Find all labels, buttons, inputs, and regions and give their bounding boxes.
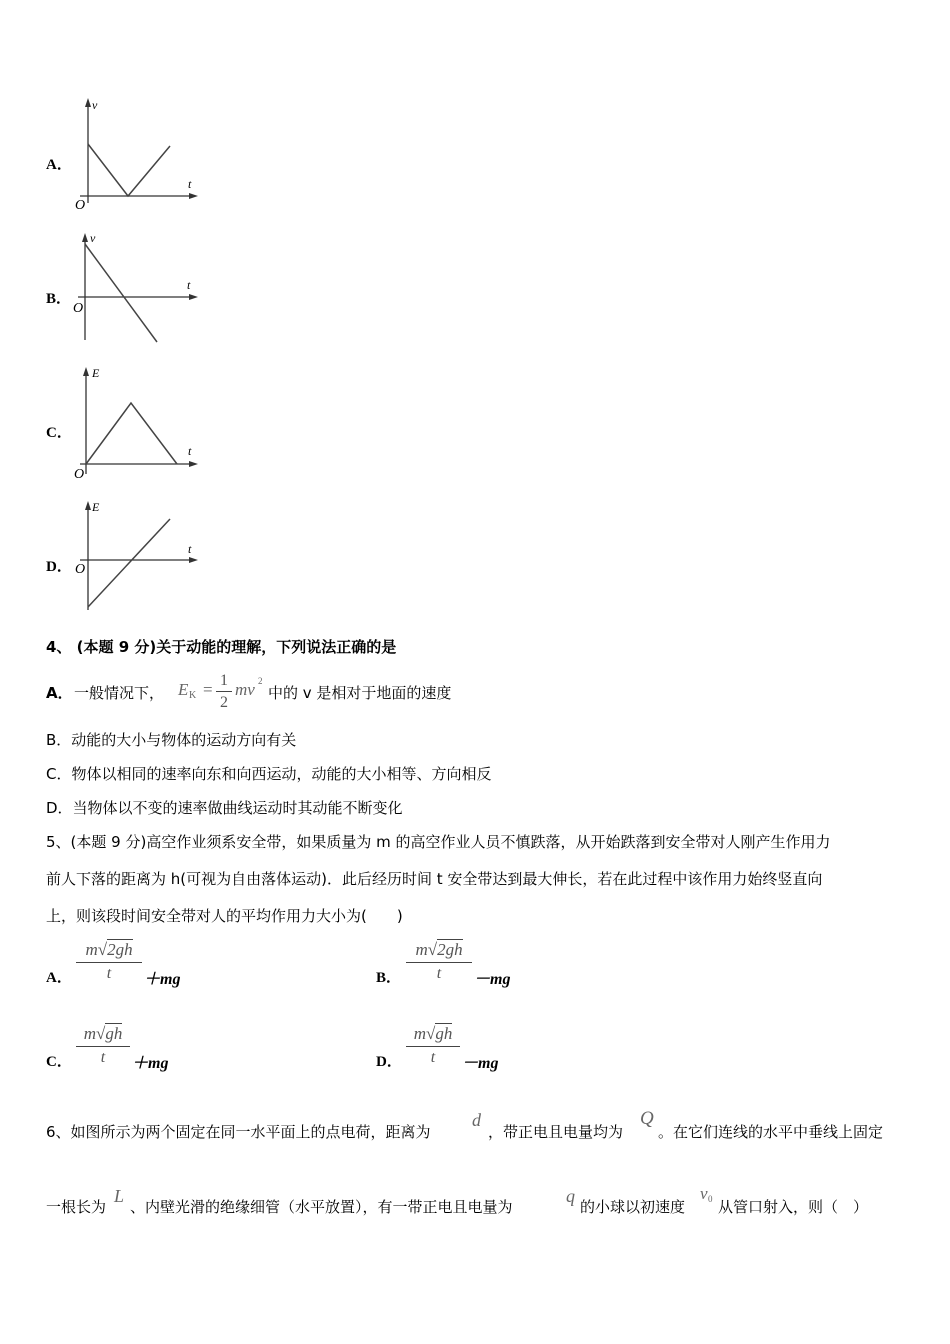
graph-c-xlabel: t [188, 444, 192, 458]
graph-c-origin: O [74, 467, 85, 482]
graph-c [70, 362, 205, 487]
q6-line1-a: 6、如图所示为两个固定在同一水平面上的点电荷，距离为 [46, 1123, 431, 1141]
graph-b-origin: O [73, 301, 84, 316]
q5-stem-line3: 上，则该段时间安全带对人的平均作用力大小为( ) [46, 907, 403, 925]
q4-a-formula-rhs: mv [235, 680, 255, 699]
q6-line2-c: 的小球以初速度 [580, 1198, 686, 1216]
q4-a-formula-eq: = [203, 680, 213, 699]
graph-b-label: B． [46, 291, 72, 307]
q5-option-a [46, 938, 246, 998]
q5-a-fraction: $\frac{m√2gh}{t}$ [76, 940, 142, 983]
graph-a-label: A． [46, 157, 72, 173]
q5-a-label: A． [46, 970, 72, 986]
q4-a-post: 中的 v 是相对于地面的速度 [268, 684, 452, 702]
q5-option-d [376, 1022, 576, 1082]
q5-option-c [46, 1022, 246, 1082]
q5-c-label: C． [46, 1054, 72, 1070]
q5-c-fraction: $\frac{m√gh}{t}$ [76, 1024, 130, 1067]
q5-d-label: D． [376, 1054, 402, 1070]
q6-stem-line2 [46, 1184, 916, 1224]
graph-b-ylabel: v [90, 231, 96, 245]
graph-a [70, 95, 205, 215]
q4-option-a [46, 674, 646, 714]
q5-b-tail: －mg [474, 971, 511, 988]
q5-b-fraction: $\frac{m√2gh}{t}$ [406, 940, 472, 983]
q6-line1-c: 。在它们连线的水平中垂线上固定 [658, 1123, 884, 1141]
graph-d [70, 496, 205, 616]
q6-line2-d: 从管口射入，则（ ） [718, 1198, 869, 1216]
q5-d-fraction: $\frac{m√gh}{t}$ [406, 1024, 460, 1067]
q4-option-b: B．动能的大小与物体的运动方向有关 [46, 731, 297, 749]
q6-line2-a: 一根长为 [46, 1198, 107, 1216]
q5-option-b [376, 938, 576, 998]
q6-symbol-d: d [472, 1110, 481, 1130]
q6-line1-b: ，带正电且电量均为 [488, 1123, 624, 1141]
q4-a-formula-sup: 2 [258, 676, 263, 686]
graph-b [70, 228, 205, 348]
q4-stem: 4、 (本题 9 分)关于动能的理解，下列说法正确的是 [46, 638, 397, 656]
graph-c-curve [86, 403, 177, 464]
q6-symbol-v0-sub: 0 [708, 1194, 713, 1204]
q6-line2-b: 、内壁光滑的绝缘细管（水平放置），有一带正电且电量为 [130, 1198, 513, 1216]
graph-d-origin: O [75, 562, 86, 577]
q4-a-pre: 一般情况下， [74, 684, 165, 702]
q4-option-c: C．物体以相同的速率向东和向西运动，动能的大小相等、方向相反 [46, 765, 492, 783]
q5-c-tail: ＋mg [132, 1055, 169, 1072]
graph-d-curve [88, 519, 170, 607]
graph-a-curve [88, 144, 170, 196]
q5-d-tail: －mg [462, 1055, 499, 1072]
graph-d-xlabel: t [188, 542, 192, 556]
q6-symbol-Q: Q [640, 1108, 654, 1129]
graph-b-curve [85, 244, 157, 342]
q5-b-label: B． [376, 970, 402, 986]
q4-option-d: D．当物体以不变的速率做曲线运动时其动能不断变化 [46, 799, 403, 817]
q6-symbol-L: L [114, 1186, 125, 1206]
graph-c-label: C． [46, 425, 72, 441]
q5-stem-line1: 5、(本题 9 分)高空作业须系安全带，如果质量为 m 的高空作业人员不慎跌落，从开始跌落到安全带对人刚产生作用力 [46, 833, 831, 851]
graph-a-origin: O [75, 198, 86, 213]
q4-a-formula-frac: $\frac{1}{2}$ [216, 672, 232, 712]
q6-symbol-v0: v [700, 1184, 708, 1203]
q4-a-formula-lhs: E [178, 680, 189, 699]
q6-stem-line1 [46, 1108, 916, 1148]
q5-stem-line2: 前人下落的距离为 h(可视为自由落体运动)．此后经历时间 t 安全带达到最大伸长，若在此过程中该作用力始终竖直向 [46, 870, 823, 888]
graph-b-xlabel: t [187, 278, 191, 292]
graph-a-xlabel: t [188, 177, 192, 191]
q4-a-label: A． [46, 684, 73, 702]
q5-a-tail: ＋mg [144, 971, 181, 988]
q6-symbol-q: q [566, 1186, 575, 1206]
q4-a-formula-sub: K [189, 690, 197, 701]
graph-c-ylabel: E [92, 366, 100, 380]
graph-d-label: D． [46, 559, 72, 575]
graph-d-ylabel: E [92, 500, 100, 514]
graph-a-ylabel: v [92, 98, 98, 112]
